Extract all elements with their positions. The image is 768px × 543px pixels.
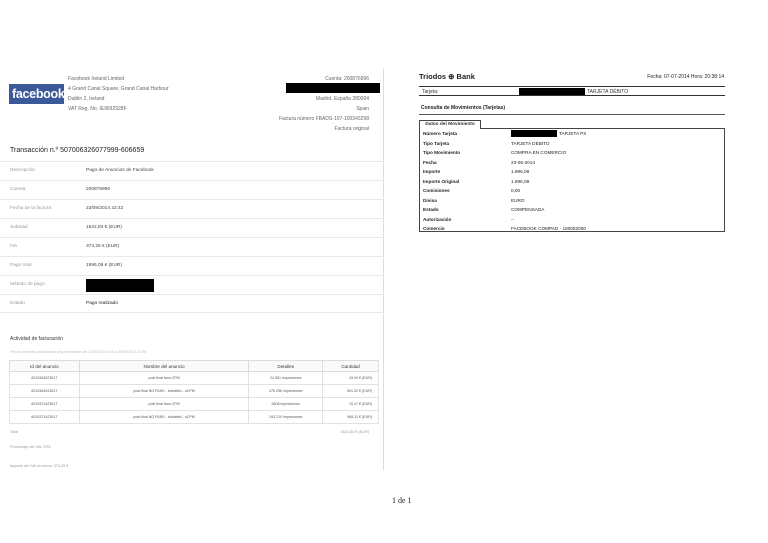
field-label: Comercio <box>423 226 445 231</box>
facebook-logo: facebook <box>9 84 64 104</box>
account-number: Cuenta: 200876996 <box>325 76 369 82</box>
table-row <box>10 398 379 411</box>
page-number: 1 de 1 <box>392 496 412 505</box>
field-value: COMPENSADA <box>511 207 545 212</box>
total-amount: 1622,84 € (EUR) <box>340 430 369 434</box>
ad-details: 193 210 impresiones <box>249 411 323 424</box>
field-label: Divisa <box>423 197 437 203</box>
ad-details: 476 256 impresiones <box>249 385 323 398</box>
movement-details <box>419 128 725 232</box>
detail-label: Fecha de la factura <box>10 206 52 211</box>
detail-row <box>0 256 384 275</box>
detail-label: Descripción <box>10 168 36 173</box>
detail-label: Subtotal <box>10 225 28 230</box>
ad-details: 24 551 impresiones <box>249 372 323 385</box>
ad-name: post final NO FANS - todosfed - oCPM <box>79 411 248 424</box>
field-label: Estado <box>423 207 439 212</box>
redacted-card-number <box>511 130 557 137</box>
field-value: EURO <box>511 197 525 203</box>
list-item <box>420 224 724 234</box>
field-label: Autorización <box>423 216 452 222</box>
ad-id: 6015364023517 <box>10 372 80 385</box>
statement-datetime: Fecha: 07-07-2014 Hora: 20:38:14 <box>647 74 724 80</box>
field-value: 0,00 <box>511 188 521 193</box>
col-ad-id: Id del anuncio <box>10 361 80 372</box>
table-row <box>10 372 379 385</box>
field-label: Tipo Tarjeta <box>423 140 450 146</box>
col-details: Detalles <box>249 361 323 372</box>
field-value: TARJETA DÉBITO <box>511 140 550 146</box>
redacted-payment-method <box>86 279 154 292</box>
detail-row <box>0 275 384 294</box>
list-item <box>420 148 724 158</box>
detail-label: Estado <box>10 301 25 306</box>
ad-name: post final NO FANS - todosfed - oCPM <box>79 385 248 398</box>
list-item <box>420 167 724 177</box>
ad-amount: 968,11 € (EUR) <box>323 411 379 424</box>
detail-label: Método de pago <box>10 282 45 287</box>
ad-id: 6015371423517 <box>10 411 80 424</box>
company-line: 4 Grand Canal Square, Grand Canal Harbour <box>68 86 169 92</box>
field-label: Comisiones <box>423 188 450 193</box>
detail-row <box>0 161 384 180</box>
transaction-number: Transacción n.º 507006326077999-606659 <box>10 147 145 154</box>
vat-percentage: Porcentaje del IVA: 23% <box>10 445 51 449</box>
detail-label: IVA <box>10 244 18 249</box>
card-type: TARJETA DÉBITO <box>587 89 629 95</box>
invoice-number: Factura número FBADS-107-100343298 <box>278 116 369 122</box>
detail-value: 200876996 <box>86 187 111 192</box>
card-label: Tarjeta: <box>422 89 439 95</box>
consulta-title: Consulta de Movimientos (Tarjetas) <box>421 105 506 111</box>
ad-name: post final fans CPM <box>79 372 248 385</box>
field-value: TARJETA PX <box>559 131 587 136</box>
ad-id: 6015364023517 <box>10 385 80 398</box>
company-line: Facebook Ireland Limited <box>68 76 125 82</box>
detail-value: Pago de Anuncios de Facebook <box>86 168 154 173</box>
col-ad-name: Nombre del anuncio <box>79 361 248 372</box>
list-item <box>420 177 724 187</box>
vat-amount: Importe del IVA en euros: 373,25 € <box>10 464 69 468</box>
ad-amount: 591,32 € (EUR) <box>323 385 379 398</box>
list-item <box>420 139 724 149</box>
list-item <box>420 215 724 225</box>
list-item <box>420 186 724 196</box>
field-label: Importe Original <box>423 178 460 184</box>
detail-value: 1996,09 € (EUR) <box>86 263 122 268</box>
detail-value: 23/05/2014 22:42 <box>86 206 124 211</box>
detail-row <box>0 294 384 313</box>
col-amount: Cantidad <box>323 361 379 372</box>
billing-period-note: Por los servicios publicitarios proporcionados de 22/05/2014 0:00 a 22/05/2014 23:59 <box>10 350 146 354</box>
card-header <box>419 86 725 96</box>
divider <box>419 114 725 115</box>
detail-label: Pago total <box>10 263 32 268</box>
detail-value: 1622,84 € (EUR) <box>86 225 122 230</box>
invoice-details <box>0 161 384 313</box>
field-value: FACEBOOK COMPAD - 180052000 <box>511 226 586 231</box>
triodos-statement-page <box>385 36 768 506</box>
company-line: VAT Reg. No. IE9692928F <box>68 106 127 112</box>
invoice-original: Factura original <box>334 126 369 132</box>
detail-row <box>0 237 384 256</box>
billing-activity-title: Actividad de facturación <box>10 336 64 342</box>
table-row <box>10 385 379 398</box>
redacted-name <box>286 83 380 93</box>
list-item <box>420 196 724 206</box>
detail-row <box>0 199 384 218</box>
ad-id: 6015371423517 <box>10 398 80 411</box>
customer-city: Madrid, España 280004 <box>315 96 369 102</box>
total-label: Total <box>10 430 19 434</box>
payment-status: Pago realizado <box>86 301 119 306</box>
facebook-invoice-page <box>0 68 384 470</box>
field-value: COMPRA EN COMERCIO <box>511 150 567 155</box>
detail-value: 373,25 € (EUR) <box>86 244 120 249</box>
field-label: Importe <box>423 169 441 174</box>
triodos-logo: Triodos ⊕ Bank <box>419 72 475 81</box>
detail-label: Cuenta <box>10 187 26 192</box>
field-value: 1.996,09 <box>511 178 530 184</box>
field-label: Fecha <box>423 159 437 165</box>
list-item <box>420 129 724 139</box>
company-address <box>68 74 169 114</box>
ad-amount: 43,94 € (EUR) <box>323 372 379 385</box>
detail-row <box>0 180 384 199</box>
list-item <box>420 205 724 215</box>
ad-details: 5608 impresiones <box>249 398 323 411</box>
table-row <box>10 411 379 424</box>
table-header-row <box>10 361 379 372</box>
customer-country: Spain <box>356 106 369 112</box>
redacted-card-number <box>519 88 585 95</box>
ad-name: post final fans CPM <box>79 398 248 411</box>
ad-amount: 19,47 € (EUR) <box>323 398 379 411</box>
list-item <box>420 158 724 168</box>
field-value: -- <box>511 216 515 222</box>
company-line: Dublin 2, Ireland <box>68 96 105 102</box>
field-label: Número Tarjeta <box>423 131 458 136</box>
field-value: 23-05-2014 <box>511 159 535 165</box>
detail-row <box>0 218 384 237</box>
tab-datos-movimiento[interactable]: Datos del Movimiento <box>419 120 481 129</box>
field-value: 1.996,09 <box>511 169 530 174</box>
field-label: Tipo Movimiento <box>423 150 461 155</box>
billing-table <box>9 360 379 424</box>
